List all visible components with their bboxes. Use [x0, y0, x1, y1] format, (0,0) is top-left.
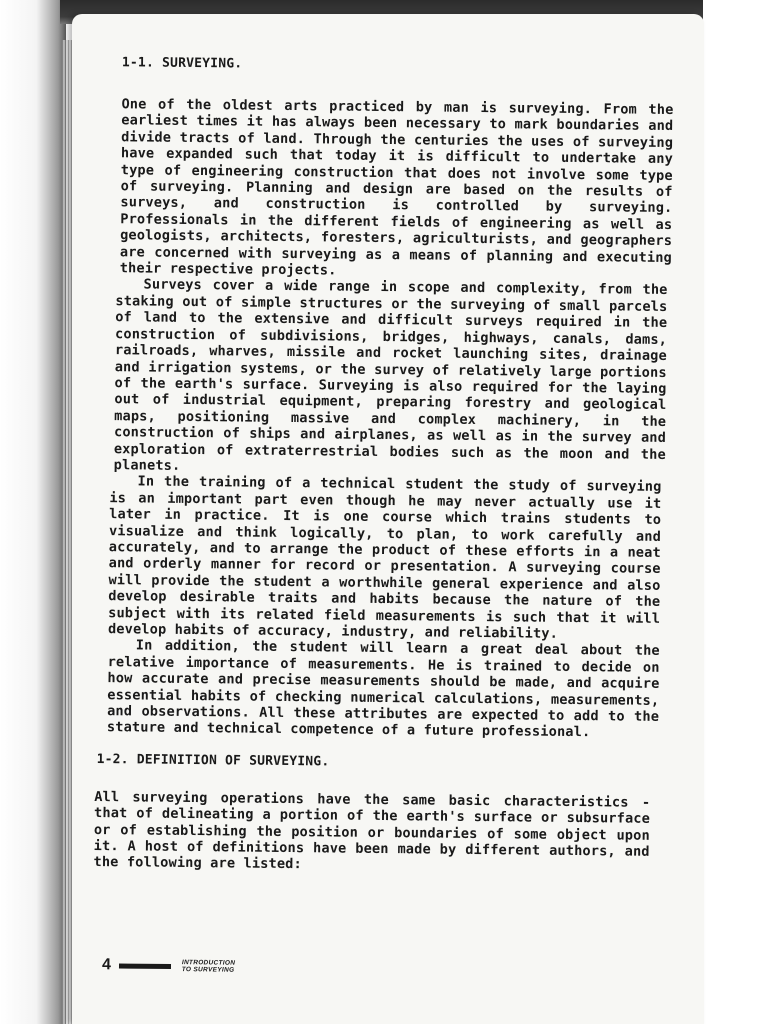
paragraph-in-addition: In addition, the student will learn a great deal about the relative importance of measurements. He is trained to decide on how accurate and precise measurements should be made, and acquire essential habits of checking numerical calculations, measurements, and observations. All these attributes are expected to add to the stature and technical competence of a future professional. [106, 637, 660, 741]
background-right [703, 0, 768, 1024]
section-heading-definition: 1-2. DEFINITION OF SURVEYING. [96, 751, 330, 770]
running-title-line-2: TO SURVEYING [181, 966, 235, 974]
paragraph-technical-student: In the training of a technical student the study of surveying is an important part even though he may never actually use it later in practice. It is one course which trains students to visualize and think logically, to plan, to work carefully and accurately, and to arrange the product of these efforts in a neat and orderly manner for record or presentation. A surveying course will provide the student a worthwhile general experience and also develop desirable traits and habits because the nature of the subject with its related field measurements is such that it will develop habits of accuracy, industry, and reliability. [107, 473, 662, 642]
page-number: 4 [101, 956, 112, 974]
running-title [182, 959, 236, 974]
paragraph-oldest-arts: One of the oldest arts practiced by man is surveying. From the earliest times it has always been necessary to mark boundaries and divide tracts of land. Through the centuries the uses of surveying have expanded such that today it is difficult to undertake any type of engineering construction that does not involve some type of surveying. Planning and design are based on the results of surveys, and construction is controlled by surveying. Professionals in the different fields of engineering as well as geologists, architects, foresters, agriculturists, and geographers are concerned with surveying as a means of planning and executing their respective projects. [119, 96, 674, 279]
paragraph-definition: All surveying operations have the same basic characteristics - that of delineating a portion of the earth's surface or subsurface or of establishing the position or boundaries of some object upon it. A host of definitions have been made by different authors, and the following are listed: [93, 788, 651, 873]
background-left [0, 0, 66, 1024]
footer-rule [119, 963, 171, 969]
paragraph-surveys-cover: Surveys cover a wide range in scope and complexity, from the staking out of simple structures or the surveying of small parcels of land to the extensive and difficult surveys required in the construction of subdivisions, bridges, highways, canals, dams, railroads, wharves, missile and rocket launching sites, drainage and irrigation systems, or the survey of relatively large portions of the earth's surface. Surveying is also required for the laying out of industrial equipment, preparing forestry and geological maps, positioning massive and complex machinery, in the construction of ships and airplanes, as well as in the survey and exploration of extraterrestrial bodies such as the moon and the planets. [113, 276, 668, 474]
page-content [91, 55, 674, 877]
page-footer [102, 956, 235, 976]
running-title-line-1: INTRODUCTION [181, 959, 236, 967]
section-heading-surveying: 1-1. SURVEYING. [121, 55, 243, 72]
